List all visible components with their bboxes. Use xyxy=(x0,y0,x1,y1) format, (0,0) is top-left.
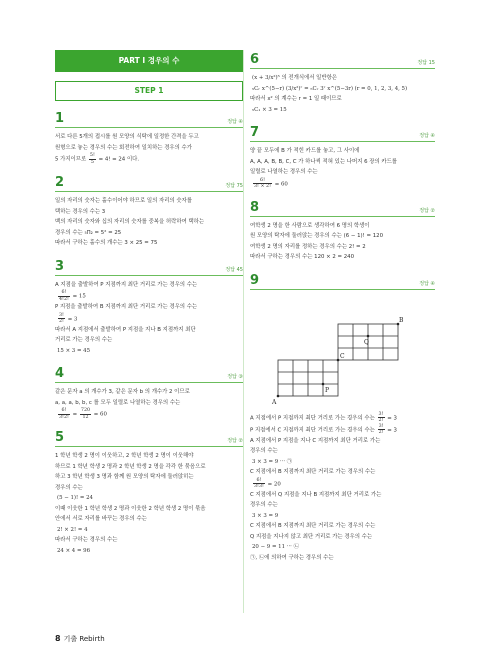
path-grid-figure xyxy=(250,294,435,406)
step-label: STEP 1 xyxy=(55,81,243,101)
calc-line: $\frac{6!}{3!3!}$ = 20 xyxy=(254,477,281,489)
question-header xyxy=(250,123,435,142)
label-c: C xyxy=(340,352,345,360)
question-header xyxy=(55,428,243,447)
text-line: 경우의 수는 xyxy=(250,448,278,454)
text-line: 하므로 1 학년 학생 2 명과 2 학년 학생 2 명을 각각 한 묶음으로 xyxy=(55,463,206,470)
text-line: 여학생 2 명을 한 사람으로 생각하여 6 명의 학생이 xyxy=(250,222,370,229)
question-2 xyxy=(55,173,243,249)
text-line: 여학생 2 명의 자리를 정하는 경우의 수는 2! = 2 xyxy=(250,243,366,250)
question-1 xyxy=(55,109,243,165)
answer-label: 정답 ③ xyxy=(227,374,243,380)
question-8 xyxy=(250,198,435,263)
answer-label: 정답 ② xyxy=(227,438,243,444)
answer-label: 정답 45 xyxy=(225,266,243,273)
question-number: 8 xyxy=(250,199,260,215)
calc-line: $\frac{6!}{3!2!}$ = $\frac{720}{12}$ = 60 xyxy=(59,408,107,420)
fraction: $\frac{6!}{4!2!}$ xyxy=(59,290,69,302)
text-line: 따라서 x² 의 계수는 r = 1 일 때이므로 xyxy=(250,96,342,102)
page-number: 8 xyxy=(55,634,61,643)
calc-line: 20 − 9 = 11 ··· ㉡ xyxy=(252,544,299,550)
fraction: $\frac{6!}{3!2!}$ xyxy=(59,408,69,420)
left-column xyxy=(55,50,243,556)
question-header xyxy=(55,109,243,128)
question-number: 6 xyxy=(250,52,260,67)
calc-line: (5 − 1)! = 24 xyxy=(57,495,93,501)
label-q: Q xyxy=(364,338,369,346)
question-number: 2 xyxy=(55,175,65,190)
page-footer xyxy=(55,634,105,644)
text-line: 같은 문자 a 의 개수가 3, 같은 문자 b 의 개수가 2 이므로 xyxy=(55,389,190,395)
answer-label: 정답 ④ xyxy=(419,280,435,287)
point-c xyxy=(337,358,340,361)
calc-line: $\frac{6!}{3! \times 2!}$ = 60 xyxy=(254,177,288,189)
text-line: 따라서 구하는 경우의 수는 120 × 2 = 240 xyxy=(250,254,355,260)
question-number: 4 xyxy=(55,366,65,381)
text-line: 안에서 서로 자리를 바꾸는 경우의 수는 xyxy=(55,516,147,522)
calc-line: $\frac{3!}{2!}$ = 3 xyxy=(59,312,78,324)
path-grid-diagram xyxy=(268,294,418,406)
question-header xyxy=(250,271,435,290)
text-line: 거리로 가는 경우의 수는 xyxy=(55,337,113,343)
question-number: 9 xyxy=(250,272,260,288)
right-column xyxy=(250,50,435,563)
label-p: P xyxy=(325,386,330,394)
text-line: A, A, A, B, B, C, C 가 하나씩 적혀 있는 나머지 6 장의 카드를 xyxy=(250,158,398,165)
calc-line: P 지점에서 C 지점까지 최단 거리로 가는 경우의 수는 $\frac{3!}{2!}$ = 3 xyxy=(250,423,397,435)
text-line: C 지점에서 B 지점까지 최단 거리로 가는 경우의 수는 xyxy=(250,469,376,475)
text-line: ㉠, ㉡에 의하여 구하는 경우의 수는 xyxy=(250,554,334,561)
point-p xyxy=(322,382,325,385)
fraction: $\frac{720}{12}$ xyxy=(80,408,91,420)
point-a xyxy=(277,394,280,397)
question-4 xyxy=(55,364,243,420)
result-line: 24 × 4 = 96 xyxy=(57,547,91,554)
calc-line: 3 × 3 = 9 ··· ㉠ xyxy=(252,458,293,465)
column-divider xyxy=(243,50,244,613)
question-number: 5 xyxy=(55,430,65,445)
fraction: $\frac{3!}{2!}$ xyxy=(378,411,384,423)
question-header xyxy=(55,257,243,276)
expression-line: (x + 3/x²)⁵ 의 전개식에서 일반항은 xyxy=(252,75,338,81)
answer-label: 정답 ④ xyxy=(227,119,243,125)
text-line: 따라서 A 지점에서 출발하여 P 지점을 지나 B 지점까지 최단 xyxy=(55,326,196,333)
text-line: C 지점에서 B 지점까지 최단 거리로 가는 경우의 수는 xyxy=(250,523,376,529)
text-line: P 지점을 출발하여 B 지점까지 최단 거리로 가는 경우의 수는 xyxy=(55,304,198,310)
fraction: $\frac{3!}{2!}$ xyxy=(59,312,64,324)
question-7 xyxy=(250,123,435,190)
label-a: A xyxy=(272,398,277,406)
calc-line: 3 × 3 = 9 xyxy=(252,512,279,519)
answer-label: 정답 ④ xyxy=(419,133,435,139)
calc-line: 5 가지이므로 $\frac{5!}{5}$ = 4! = 24 이다. xyxy=(55,153,140,165)
text-line: 백의 자리의 숫자와 십의 자리의 숫자를 중복을 허락하여 택하는 xyxy=(55,219,205,225)
fraction: $\frac{6!}{3!3!}$ xyxy=(254,477,264,489)
fraction: $\frac{5!}{5}$ xyxy=(89,153,95,165)
text-line: A 지점을 출발하여 P 지점까지 최단 거리로 가는 경우의 수는 xyxy=(55,281,198,288)
question-header xyxy=(55,364,243,383)
text-line: 서로 다른 5개의 접시를 원 모양의 식탁에 일정한 간격을 두고 xyxy=(55,134,199,140)
answer-label: 정답 15 xyxy=(417,60,435,66)
text-line: 원형으로 놓는 경우의 수는 회전하여 일치하는 경우의 수가 xyxy=(55,144,192,151)
part-banner: PART I 경우의 수 xyxy=(55,50,243,72)
question-header xyxy=(250,50,435,69)
book-title: 기출 Rebirth xyxy=(63,635,105,643)
answer-label: 정답 ② xyxy=(419,207,435,214)
question-5 xyxy=(55,428,243,556)
text-line: 양 끝 모두에 B 가 적힌 카드를 놓고, 그 사이에 xyxy=(250,148,360,154)
calc-line: 경우의 수는 ₅Π₂ = 5² = 25 xyxy=(55,229,122,236)
calc-line: 2! × 2! = 4 xyxy=(57,526,88,533)
fraction: $\frac{6!}{3! \times 2!}$ xyxy=(254,177,272,189)
text-line: 하고 3 학년 학생 3 명과 함께 원 모양의 탁자에 둘러앉히는 xyxy=(55,474,194,480)
text-line: C 지점에서 Q 지점을 지나 B 지점까지 최단 거리로 가는 xyxy=(250,491,382,498)
question-3 xyxy=(55,257,243,357)
text-line: 1 학년 학생 2 명이 이웃하고, 2 학년 학생 2 명이 이웃해야 xyxy=(55,453,194,459)
text-line: A 지점에서 P 지점을 지나 C 지점까지 최단 거리로 가는 xyxy=(250,437,381,444)
question-header xyxy=(250,198,435,217)
text-line: 경우의 수는 xyxy=(55,484,83,491)
general-term: ₅Cᵣ x^(5−r) (3/x²)ʳ = ₅Cᵣ 3ʳ x^(5−3r) (r = 0, 1, 2, 3, 4, 5) xyxy=(252,85,408,92)
text-line: 원 모양의 탁자에 둘러앉는 경우의 수는 (6 − 1)! = 120 xyxy=(250,233,384,239)
question-number: 3 xyxy=(55,258,65,274)
answer-label: 정답 75 xyxy=(225,183,243,189)
label-b: B xyxy=(399,316,404,324)
result-line: ₅C₁ × 3 = 15 xyxy=(252,106,287,113)
text-line: Q 지점을 지나지 않고 최단 거리로 가는 경우의 수는 xyxy=(250,533,373,540)
text-line: 경우의 수는 xyxy=(250,502,278,508)
text-line: 이때 이웃한 1 학년 학생 2 명과 이웃한 2 학년 학생 2 명이 묶음 xyxy=(55,505,206,512)
text-line: 일의 자리의 숫자는 홀수이어야 하므로 일의 자리의 숫자를 xyxy=(55,198,192,204)
text-line: 따라서 구하는 경우의 수는 xyxy=(55,537,118,543)
point-q xyxy=(367,334,370,337)
text-line: 택하는 경우의 수는 3 xyxy=(55,208,106,215)
text-line: a, a, a, b, b, c 를 모두 일렬로 나열하는 경우의 수는 xyxy=(55,399,181,406)
question-header xyxy=(55,173,243,192)
question-6 xyxy=(250,50,435,115)
text-line: 일렬로 나열하는 경우의 수는 xyxy=(250,169,318,175)
question-number: 1 xyxy=(55,111,65,126)
calc-line: $\frac{6!}{4!2!}$ = 15 xyxy=(59,290,86,302)
question-9 xyxy=(250,271,435,564)
result-line: 15 × 3 = 45 xyxy=(57,347,91,354)
question-number: 7 xyxy=(250,125,260,140)
calc-line: A 지점에서 P 지점까지 최단 거리로 가는 경우의 수는 $\frac{3!}{2!}$ = 3 xyxy=(250,411,397,423)
result-line: 따라서 구하는 홀수의 개수는 3 × 25 = 75 xyxy=(55,240,158,246)
fraction: $\frac{3!}{2!}$ xyxy=(378,423,384,435)
